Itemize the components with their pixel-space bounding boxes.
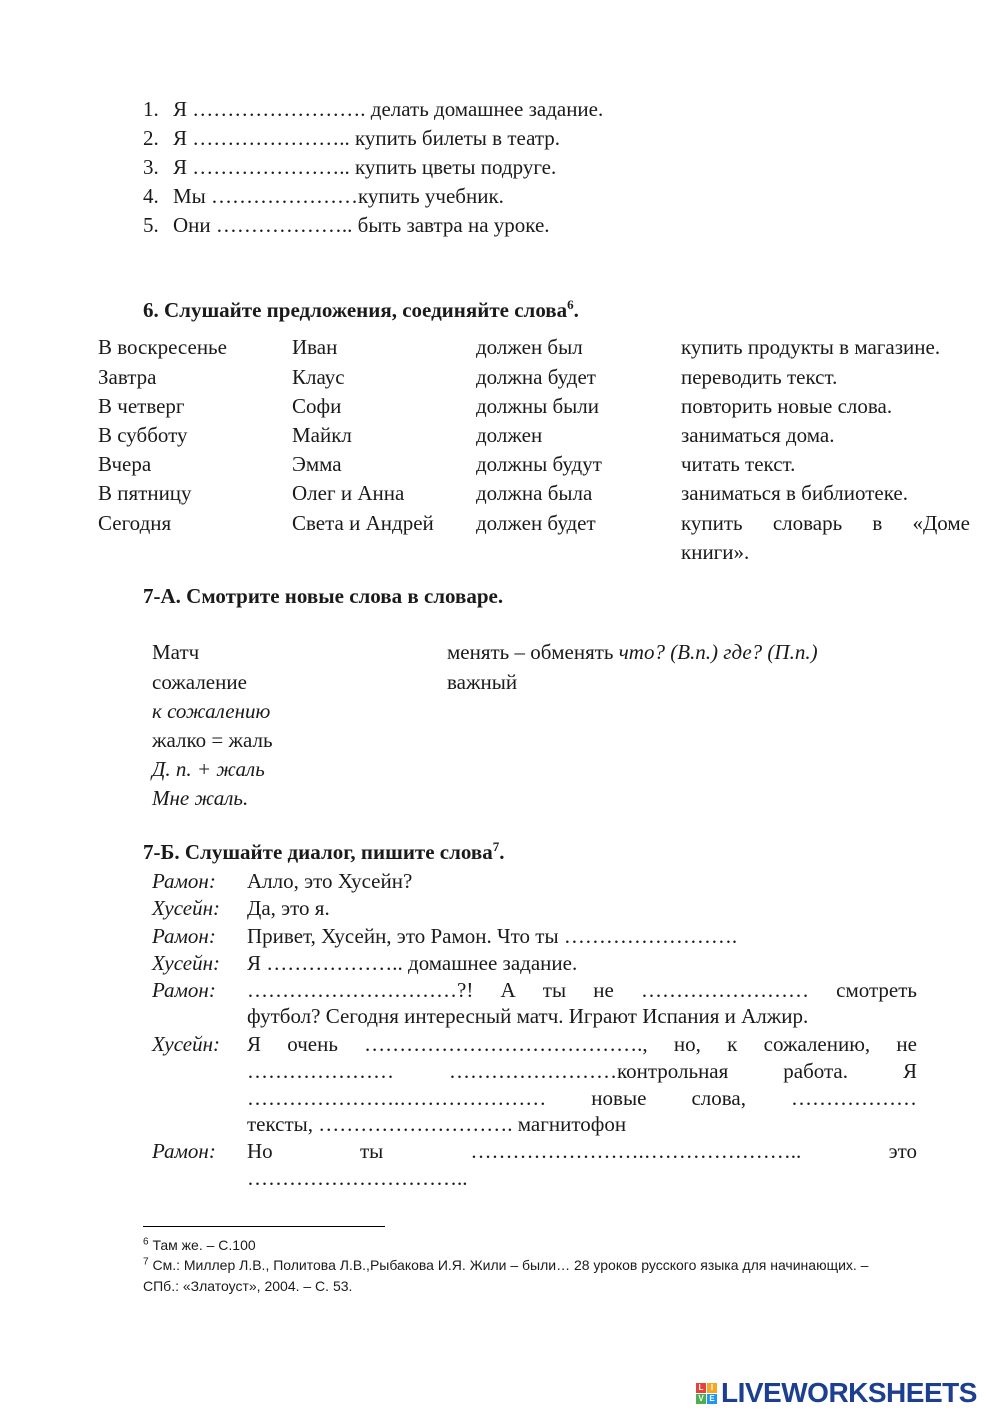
heading-text: 7-Б. Слушайте диалог, пишите слова (143, 840, 493, 864)
dialogue-line: Я ……………….. домашнее задание. (247, 951, 578, 975)
vocab-word (447, 640, 818, 665)
table-cell: Завтра (98, 365, 157, 389)
table-cell: Сегодня (98, 511, 172, 535)
table-cell: Олег и Анна (292, 481, 405, 505)
footnote (143, 1278, 352, 1294)
dialogue-line: Да, это я. (247, 896, 330, 920)
list-item: Они ……………….. быть завтра на уроке. (173, 213, 550, 237)
table-cell: Иван (292, 335, 338, 359)
table-cell: читать текст. (681, 452, 796, 476)
table-cell: купить продукты в магазине. (681, 335, 941, 359)
dialogue-line: Я очень …………………………………., но, к сожалению, не (247, 1032, 917, 1056)
footnote-number: 6 (143, 1236, 149, 1248)
vocab-grammar: что? (В.п.) где? (П.п.) (618, 640, 818, 664)
footnote-ref: 6 (567, 297, 574, 312)
table-cell: книги». (681, 540, 750, 564)
footnote-text: См.: Миллер Л.В., Политова Л.В.,Рыбакова И.Я. Жили – были… 28 уроков русского языка для начинающих. – (148, 1257, 869, 1273)
table-cell: Вчера (98, 452, 152, 476)
table-cell: заниматься дома. (681, 423, 835, 447)
table-cell: Света и Андрей (292, 511, 434, 535)
dialogue-line: Привет, Хусейн, это Рамон. Что ты ……………………. (247, 924, 738, 948)
table-cell: заниматься в библиотеке. (681, 481, 908, 505)
dialogue-line: Но ты …………………….………………….. это (247, 1139, 917, 1163)
heading-text: 6. Слушайте предложения, соединяйте слова (143, 298, 568, 322)
speaker-label: Рамон: (152, 978, 216, 1002)
dialogue-line: Алло, это Хусейн? (247, 869, 413, 893)
table-cell: должна была (476, 481, 593, 505)
table-cell: должны будут (476, 452, 602, 476)
heading-end: . (499, 840, 505, 864)
exercise-7b-heading (143, 840, 504, 865)
list-item: Я ……………………. делать домашнее задание. (173, 97, 604, 121)
footnote-text: Там же. – С.100 (148, 1237, 256, 1253)
list-item: Я ………………….. купить цветы подруге. (173, 155, 557, 179)
dialogue-line: …………………………?! А ты не …………………… смотреть (247, 978, 917, 1002)
speaker-label: Хусейн: (152, 896, 221, 920)
table-cell: В воскресенье (98, 335, 227, 359)
logo-text: LIVEWORKSHEETS (721, 1377, 977, 1408)
speaker-label: Рамон: (152, 1139, 216, 1163)
table-cell: Софи (292, 394, 342, 418)
vocab-word: жалко = жаль (152, 728, 273, 752)
logo-mark-letter: I (707, 1383, 717, 1393)
heading-end: . (573, 298, 579, 322)
logo-mark-icon (696, 1383, 717, 1404)
speaker-label: Хусейн: (152, 951, 221, 975)
exercise-6-heading (143, 298, 579, 323)
vocab-word: к сожалению (152, 699, 271, 723)
list-number: 4. (143, 184, 159, 208)
table-cell: должен был (476, 335, 583, 359)
table-cell: должен (476, 423, 543, 447)
logo-mark-letter: V (696, 1394, 706, 1404)
table-cell: Эмма (292, 452, 342, 476)
footnote-ref: 7 (492, 839, 500, 854)
vocab-word: Матч (152, 640, 200, 664)
vocab-word: Мне жаль. (152, 786, 249, 810)
vocab-word: сожаление (152, 670, 247, 694)
table-cell: переводить текст. (681, 365, 838, 389)
vocab-word: Д. п. + жаль (152, 757, 265, 781)
dialogue-line: ………………….………………… новые слова, ……………… (247, 1086, 917, 1110)
list-number: 2. (143, 126, 159, 150)
table-cell: должна будет (476, 365, 596, 389)
table-cell: Клаус (292, 365, 345, 389)
table-cell: купить словарь в «Доме (681, 511, 970, 535)
list-item: Мы …………………купить учебник. (173, 184, 504, 208)
footnote-divider (143, 1226, 385, 1227)
table-cell: должен будет (476, 511, 596, 535)
table-cell: повторить новые слова. (681, 394, 893, 418)
vocab-verb: менять – обменять (447, 640, 619, 664)
footnote (143, 1257, 868, 1273)
speaker-label: Хусейн: (152, 1032, 221, 1056)
liveworksheets-logo (696, 1376, 977, 1410)
speaker-label: Рамон: (152, 924, 216, 948)
table-cell: В четверг (98, 394, 185, 418)
table-cell: Майкл (292, 423, 352, 447)
dialogue-line: футбол? Сегодня интересный матч. Играют Испания и Алжир. (247, 1004, 809, 1028)
table-cell: В пятницу (98, 481, 192, 505)
list-number: 5. (143, 213, 159, 237)
logo-mark-letter: E (707, 1394, 717, 1404)
footnote-text: СПб.: «Златоуст», 2004. – С. 53. (143, 1278, 353, 1294)
logo-mark-letter: L (696, 1383, 706, 1393)
exercise-7a-heading: 7-А. Смотрите новые слова в словаре. (143, 584, 504, 608)
dialogue-line: ………………………….. (247, 1166, 468, 1190)
table-cell: В субботу (98, 423, 188, 447)
list-item: Я ………………….. купить билеты в театр. (173, 126, 561, 150)
list-number: 3. (143, 155, 159, 179)
list-number: 1. (143, 97, 159, 121)
table-cell: должны были (476, 394, 600, 418)
footnote-number: 7 (143, 1256, 149, 1268)
speaker-label: Рамон: (152, 869, 216, 893)
footnote (143, 1237, 256, 1253)
dialogue-line: ………………… ……………………контрольная работа. Я (247, 1059, 917, 1083)
dialogue-line: тексты, ………………………. магнитофон (247, 1112, 627, 1136)
vocab-word: важный (447, 670, 518, 694)
